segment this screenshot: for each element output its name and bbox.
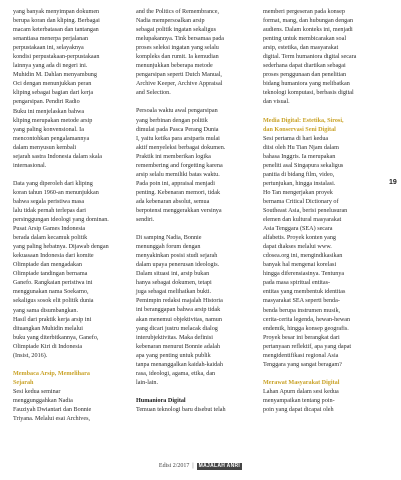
paragraph: yang banyak menyimpan dokumen berupa koran dan kliping. Berbagai macam keterbatasan dan tantangan senantiasa menerpa perjalanan perpustakaan ini, selayaknya kondisi perpustakaan-perpustakaan lainnya yang ada di negeri ini. Muhidin M. Dahlan menyambung Oci dengan menunjukkan peran kliping sebagai bagian dari kerja pengarsipan. Pendiri Radio Buku ini menjelaskan bahwa kliping merupakan metode arsip yang paling konvensional. Ia mencontohkan pengalamannya dalam menyusun kembali sejarah sastra Indonesia dalam skala internasional. xyxy=(13,9,103,169)
paragraph: Lahan Apurn dalam sesi kedua menyampaikan tentang poin- poin yang dapat dicapai oleh xyxy=(263,388,339,413)
paragraph: and the Politics of Remembrance, Nadia mempersoalkan arsip sebagai politik ingatan sekaligus melupakannya. Tink bersamaa pada proses seleksi ingatan yang selalu kompleks dan rumit. Ia kemudian menunjukkan beberapa metode pengarsipan seperti Dutch Manual, Archive Keeper, Archive Appraisal and Selection. xyxy=(136,9,224,97)
text-column-1 xyxy=(13,8,123,424)
text-column-3 xyxy=(263,8,385,415)
paragraph: Di samping Nadia, Bonnie menunggah forum dengan menyakinkan posisi studi sejarah dalam upaya penerusan ideologis. Dalam situasi ini, arsip bukan hanya sebagai dokumen, tetapi juga sebagai melihatkan bukti. Pemimpin redaksi majalah Historia ini beranggapan bahwa arsip tidak akan menemui objektivitas, namun yang dicari justru melacak dialog interubjektivitas. Maka definisi kebenaran menurut Bonnie adalah apa yang penting untuk publik tanpa menanggalkan kaidah-kaidah rasa, ideologi, agama, etika, dan lain-lain. xyxy=(136,235,223,386)
section-heading: Humaniora Digital xyxy=(136,397,186,404)
paragraph: Data yang diperoleh dari kliping koran tahun 1960-an menunjukkan bahwa segala peristiwa masa lalu tidak pernah terlepas dari persinggungan ideologi yang dominan. Pusat Arsip Games Indonesia berada dalam kecamuk politik yang paling hebatnya. Dijawab dengan kekuasaan Indonesia dari komite Olimpiade dan mengadakan Olimpiade tandingan bernama Ganefo. Rangkaian peristiwa ini menggunakan nama Soekarno, sekaligus sosok elit politik dunia yang sama disumbangkan. Hasil dari praktik kerja arsip ini dituangkan Muhidin melalui buku yang diterbitkannya, Ganefo, Olimpiade Kiri di Indonesia (Insist, 2016). xyxy=(13,180,109,359)
footer-divider: | xyxy=(192,463,194,469)
page-footer xyxy=(0,463,401,470)
paragraph: Sesi kedua seminar menggunggahkan Nadia Fauziyah Dwiantari dan Bonnie Triyana. Melalui esai Archives, xyxy=(13,388,92,423)
text-column-2 xyxy=(136,8,250,415)
paragraph: Temuan teknologi baru disebut telah xyxy=(136,406,226,413)
paragraph: Sesi pertama di hari kedua diisi oleh Hu Tian Njam dalam bahasa Inggris. Ia merupakan peneliti asal Singapura sekaligus panitia di bidang film, video, pertunjukan, hingga instalasi. Ho Tan mengerjakan proyek bernama Critical Dictionary of Southeast Asia, berisi penelusuran elemen dan kultural masyarakat Asia Tenggara (SEA) secara alfabetis. Proyek konten yang dapat diakses melalui www. cdosea.org ini, mengindikasikan banyak hal mengenai korelasi hingga diferensiasinya. Tentunya pada masa spiritual entitas- entitas yang membentuk identitas masyarakat SEA seperti benda- benda berupa instrumen musik, cerita-cerita legenda, hewan-hewan endemik, hingga konsep geografis. Proyek besar ini berangkat dari pertanyaan reflektif, apa yang dapat mengidentifikasi regional Asia Tenggara yang sangat beragam? xyxy=(263,135,352,368)
edition-label: Edisi 2/2017 xyxy=(158,463,190,469)
section-heading: Merawat Masyarakat Digital xyxy=(263,379,340,386)
paragraph: Persoala waktu awal pengarsipan yang berbinan dengan politik dimulai pada Pasca Perang Dunia I, yaitu ketika para arsiparis mulai aktif menyeleksi berbagai dokumen. Praktik ini memberikan logika remembering and forgetting karena arsip selalu memiliki batas waktu. Pada poin ini, appraisal menjadi penting. Kebenaran memori, tidak ada kebenaran absolut, semua berpotensi menggerakkan versinya sendiri. xyxy=(136,108,226,224)
publication-logo: MAJALAH ANRI xyxy=(198,463,241,469)
paragraph: memberi pergeseran pada konsep format, mang, dan hubungan dengan audiens. Dalam konteks ini, menjadi penting untuk membicarakan soal arsip, estetika, dan masyarakat digital. Term humaniora digital secara sederhana dapat diartikan sebagai proses penggunaan dan penelitian bidang humaniora yang melibatkan teknologi komputasi, berbasis digital dan visual. xyxy=(263,9,357,106)
section-heading: Media Digital: Estetika, Sirosi, dan Konservasi Seni Digital xyxy=(263,117,344,133)
page-number: 19 xyxy=(389,179,397,186)
section-heading: Membaca Arsip, Memelihara Sejarah xyxy=(13,370,90,386)
